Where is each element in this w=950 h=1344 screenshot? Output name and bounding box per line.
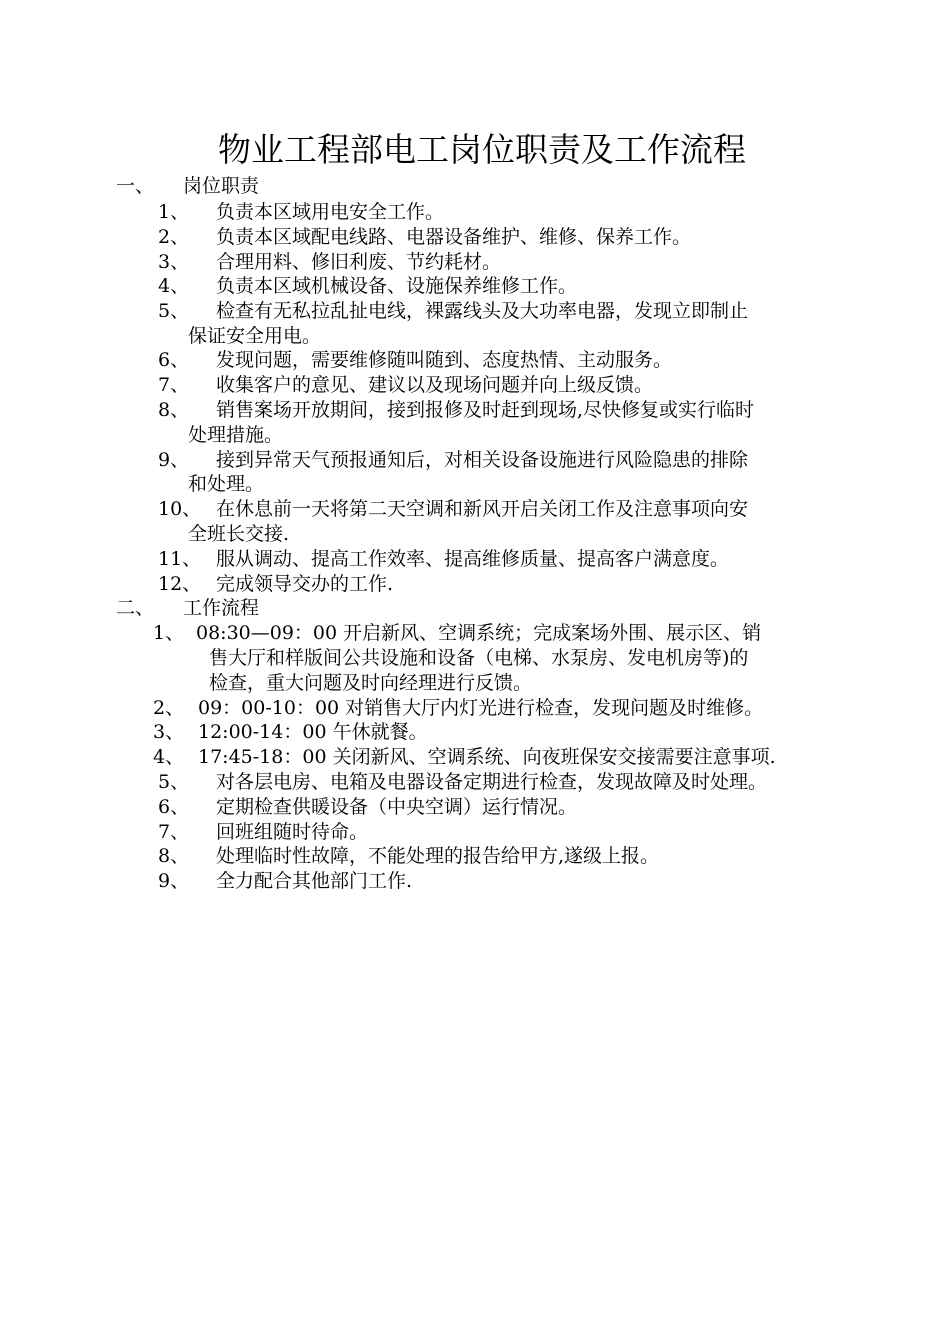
- list-item: [0, 869, 950, 894]
- section-heading: [0, 174, 950, 199]
- list-item-continuation: [0, 671, 950, 696]
- section-number: 二、: [116, 597, 155, 619]
- list-item: [0, 820, 950, 845]
- list-item-text: 销售案场开放期间，接到报修及时赶到现场,尽快修复或实行临时: [216, 399, 755, 421]
- list-item-number: 12、: [158, 573, 202, 595]
- list-item: [0, 621, 950, 646]
- list-item-number: 6、: [158, 349, 190, 371]
- list-item-continuation: [0, 324, 950, 349]
- list-item-text: 定期检查供暖设备（中央空调）运行情况。: [216, 796, 578, 818]
- list-item-number: 8、: [158, 399, 190, 421]
- list-item-number: 9、: [158, 870, 190, 892]
- list-item-number: 5、: [158, 300, 190, 322]
- list-item: [0, 844, 950, 869]
- list-item-text: 17:45-18：00 关闭新风、空调系统、向夜班保安交接需要注意事项.: [198, 746, 776, 768]
- list-item-text: 检查，重大问题及时向经理进行反馈。: [209, 672, 533, 694]
- section-heading: [0, 596, 950, 621]
- list-item-number: 7、: [158, 374, 190, 396]
- list-item-number: 3、: [153, 721, 185, 743]
- list-item: [0, 299, 950, 324]
- list-item-number: 6、: [158, 796, 190, 818]
- list-item: [0, 200, 950, 225]
- list-item-text: 保证安全用电。: [188, 325, 322, 347]
- list-item-number: 10、: [158, 498, 202, 520]
- list-item-number: 7、: [158, 821, 190, 843]
- list-item-number: 4、: [158, 275, 190, 297]
- list-item-text: 负责本区域机械设备、设施保养维修工作。: [216, 275, 578, 297]
- list-item: [0, 250, 950, 275]
- list-item-text: 发现问题，需要维修随叫随到、态度热情、主动服务。: [216, 349, 673, 371]
- list-item-text: 09：00-10：00 对销售大厅内灯光进行检查，发现问题及时维修。: [198, 697, 764, 719]
- list-item-number: 9、: [158, 449, 190, 471]
- list-item-text: 完成领导交办的工作.: [216, 573, 394, 595]
- list-item-text: 全班长交接.: [188, 523, 290, 545]
- list-item-text: 收集客户的意见、建议以及现场问题并向上级反馈。: [216, 374, 654, 396]
- list-item: [0, 373, 950, 398]
- list-item: [0, 745, 950, 770]
- list-item: [0, 274, 950, 299]
- list-item: [0, 547, 950, 572]
- list-item-continuation: [0, 423, 950, 448]
- list-item: [0, 497, 950, 522]
- list-item-text: 接到异常天气预报通知后，对相关设备设施进行风险隐患的排除: [216, 449, 749, 471]
- list-item: [0, 770, 950, 795]
- list-item-text: 合理用料、修旧利废、节约耗材。: [216, 251, 502, 273]
- list-item-text: 回班组随时待命。: [216, 821, 369, 843]
- list-item-text: 和处理。: [188, 473, 265, 495]
- list-item: [0, 448, 950, 473]
- list-item: [0, 696, 950, 721]
- list-item-number: 1、: [153, 622, 185, 644]
- list-item-number: 3、: [158, 251, 190, 273]
- list-item-number: 5、: [158, 771, 190, 793]
- list-item-text: 08:30—09：00 开启新风、空调系统；完成案场外围、展示区、销: [196, 622, 762, 644]
- list-item: [0, 225, 950, 250]
- list-item-text: 12:00-14：00 午休就餐。: [198, 721, 428, 743]
- list-item-number: 2、: [153, 697, 185, 719]
- list-item: [0, 572, 950, 597]
- list-item: [0, 348, 950, 373]
- list-item: [0, 398, 950, 423]
- list-item-number: 2、: [158, 226, 190, 248]
- list-item-text: 对各层电房、电箱及电器设备定期进行检查，发现故障及时处理。: [216, 771, 768, 793]
- section-heading-text: 工作流程: [183, 597, 260, 619]
- document-title: 物业工程部电工岗位职责及工作流程: [218, 130, 746, 169]
- list-item: [0, 795, 950, 820]
- list-item-number: 4、: [153, 746, 185, 768]
- list-item-number: 1、: [158, 201, 190, 223]
- list-item-text: 负责本区域用电安全工作。: [216, 201, 445, 223]
- list-item-number: 11、: [158, 548, 202, 570]
- list-item-number: 8、: [158, 845, 190, 867]
- list-item: [0, 720, 950, 745]
- list-item-text: 全力配合其他部门工作.: [216, 870, 413, 892]
- list-item-continuation: [0, 522, 950, 547]
- list-item-text: 处理措施。: [188, 424, 284, 446]
- list-item-continuation: [0, 472, 950, 497]
- list-item-text: 售大厅和样版间公共设施和设备（电梯、水泵房、发电机房等)的: [209, 647, 749, 669]
- list-item-text: 在休息前一天将第二天空调和新风开启关闭工作及注意事项向安: [216, 498, 749, 520]
- list-item-text: 服从调动、提高工作效率、提高维修质量、提高客户满意度。: [216, 548, 730, 570]
- list-item-text: 负责本区域配电线路、电器设备维护、维修、保养工作。: [216, 226, 692, 248]
- list-item-continuation: [0, 646, 950, 671]
- list-item-text: 处理临时性故障，不能处理的报告给甲方,遂级上报。: [216, 845, 660, 867]
- section-number: 一、: [116, 175, 155, 197]
- list-item-text: 检查有无私拉乱扯电线，裸露线头及大功率电器，发现立即制止: [216, 300, 749, 322]
- section-heading-text: 岗位职责: [183, 175, 260, 197]
